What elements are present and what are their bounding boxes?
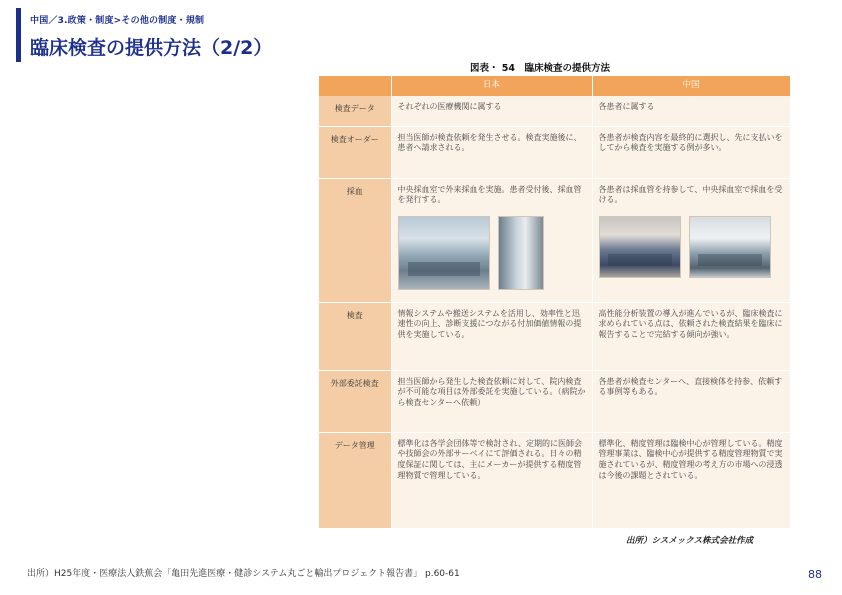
photo-china-collection-counters [689,216,771,278]
photo-china-blood-collection-room [599,216,681,278]
table-row [319,126,790,178]
table-row [319,96,790,126]
row-label: データ管理 [319,432,391,528]
header-cell-empty [319,76,391,96]
japan-cell: それぞれの医療機関に属する [391,96,592,126]
row-label: 採血 [319,178,391,302]
figure-caption: 図表・ 54 臨床検査の提供方法 [470,63,611,74]
china-cell: 各患者に属する [592,96,790,126]
comparison-table [319,76,791,529]
china-cell: 高性能分析装置の導入が進んでいるが、臨床検査に求められている点は、依頼された検査結果を臨床に報告することで完結する傾向が強い。 [592,302,790,370]
china-photos [599,216,784,278]
japan-cell-text: 中央採血室で外来採血を実施。患者受付後、採血管を発行する。 [397,184,582,205]
row-label: 検査 [319,302,391,370]
title-accent-bar [16,8,21,62]
japan-photos [398,216,586,290]
row-label: 検査データ [319,96,391,126]
photo-japan-tube-dispenser [498,216,544,290]
comparison-table-container [319,76,790,526]
table-row [319,370,790,432]
china-cell-text: 各患者は採血管を持参して、中央採血室で採血を受ける。 [598,184,783,205]
china-cell [592,178,790,302]
table-row [319,432,790,528]
figure-credit: 出所）シスメックス株式会社作成 [626,536,754,546]
page-title: 臨床検査の提供方法（2/2） [30,37,273,59]
table-header-row [319,76,790,96]
japan-cell: 担当医師から発生した検査依頼に対して、院内検査が不可能な項目は外部委託を実施している。（病院から検査センターへ依頼） [391,370,592,432]
japan-cell: 情報システムや搬送システムを活用し、効率性と迅速性の向上、診断支援につながる付加価値情報の提供を実施している。 [391,302,592,370]
source-citation: 出所）H25年度・医療法人鉄蕉会「亀田先進医療・健診システム丸ごと輸出プロジェクト報告書」 p.60-61 [27,569,460,579]
photo-japan-blood-collection-room [398,216,490,290]
china-cell: 各患者が検査センターへ、直接検体を持参、依頼する事例等もある。 [592,370,790,432]
table-row [319,178,790,302]
china-cell: 標準化、精度管理は臨検中心が管理している。精度管理事業は、臨検中心が提供する精度管理物質で実施されているが、精度管理の考え方の市場への浸透は今後の課題とされている。 [592,432,790,528]
header-cell-japan: 日本 [391,76,592,96]
japan-cell: 標準化は各学会団体等で検討され、定期的に医師会や技師会の外部サーベイにて評価される。日々の精度保証に関しては、主にメーカーが提供する精度管理物質で管理している。 [391,432,592,528]
japan-cell: 担当医師が検査依頼を発生させる。検査実施後に、患者へ請求される。 [391,126,592,178]
header-cell-china: 中国 [592,76,790,96]
breadcrumb: 中国／3.政策・制度>その他の制度・規制 [30,16,205,26]
japan-cell [391,178,592,302]
table-row [319,302,790,370]
row-label: 検査オーダー [319,126,391,178]
row-label: 外部委託検査 [319,370,391,432]
china-cell: 各患者が検査内容を最終的に選択し、先に支払いをしてから検査を実施する例が多い。 [592,126,790,178]
page-number: 88 [808,568,822,581]
